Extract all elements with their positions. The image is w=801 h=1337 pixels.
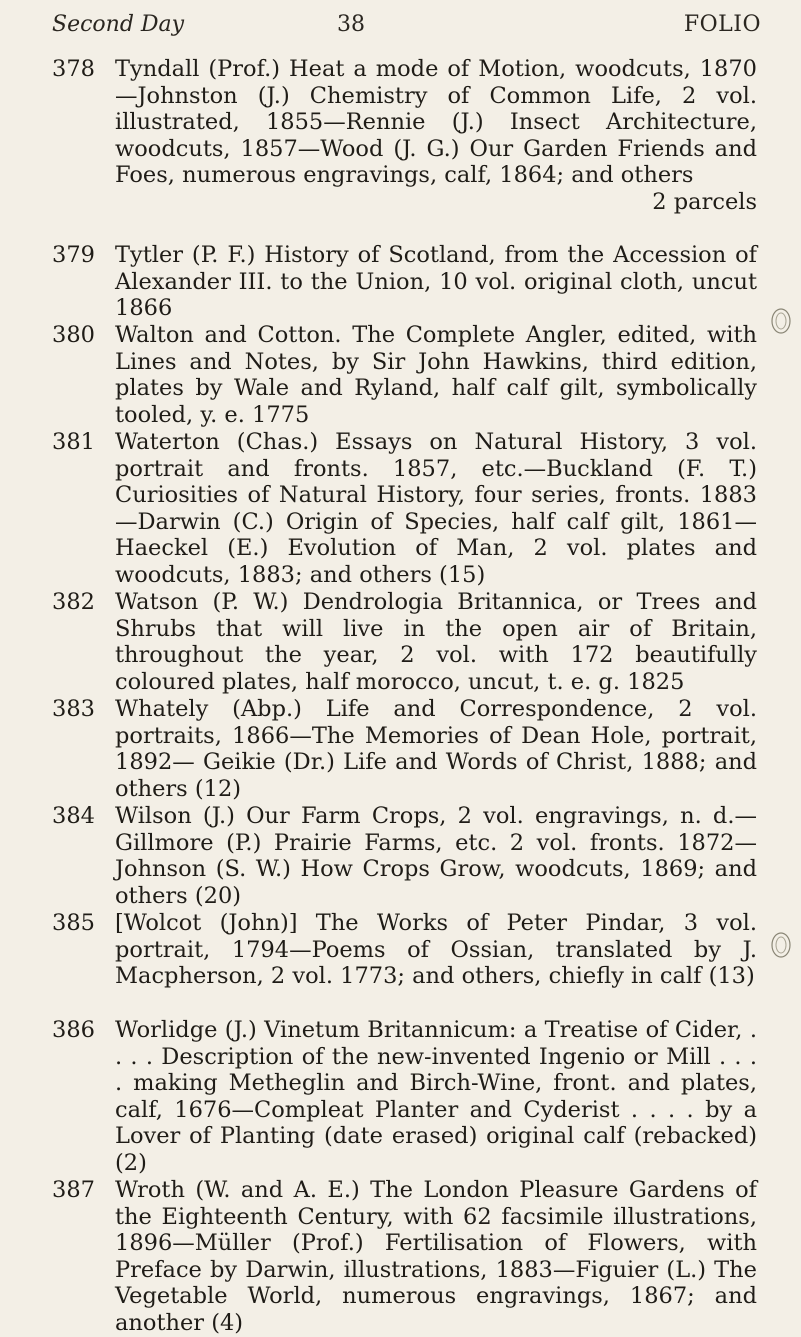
lot-entry xyxy=(52,56,757,242)
lot-description: Walton and Cotton. The Complete Angler, edited, with Lines and Notes, by Sir John Hawkins, third edition, plates by Wale and Ryland, half calf gilt, symbolically tooled, y. e. 1775 xyxy=(115,322,757,428)
lot-description: Wilson (J.) Our Farm Crops, 2 vol. engravings, n. d.— Gillmore (P.) Prairie Farms, etc. 2 vol. fronts. 1872— Johnson (S. W.) How Crops Grow, woodcuts, 1869; and others (20) xyxy=(115,803,757,909)
lot-description: Whately (Abp.) Life and Correspondence, 2 vol. portraits, 1866—The Memories of Dean Hole, portrait, 1892— Geikie (Dr.) Life and Words of Christ, 1888; and others (12) xyxy=(115,696,757,802)
lot-description: Waterton (Chas.) Essays on Natural History, 3 vol. portrait and fronts. 1857, etc.—Buckland (F. T.) Curiosities of Natural History, four series, fronts. 1883 —Darwin (C.) Origin of Species, half calf gilt, 1861— Haeckel (E.) Evolution of Man, 2 vol. plates and woodcuts, 1883; and others (15) xyxy=(115,429,757,588)
lot-number: 387 xyxy=(52,1177,95,1203)
lot-number: 381 xyxy=(52,429,95,455)
thumb-mark-icon xyxy=(770,306,792,336)
lot-number: 378 xyxy=(52,56,95,82)
lot-entry xyxy=(52,696,757,803)
lot-entry xyxy=(52,910,757,1017)
lot-entry xyxy=(52,803,757,910)
lot-number: 380 xyxy=(52,322,95,348)
lot-number: 384 xyxy=(52,803,95,829)
header-sale-day: Second Day xyxy=(52,12,185,37)
lot-entry xyxy=(52,1017,757,1177)
lot-entry xyxy=(52,242,757,322)
lot-number: 382 xyxy=(52,589,95,615)
lot-quantity: 2 parcels xyxy=(652,188,757,215)
lot-entry xyxy=(52,1177,757,1336)
lot-entry xyxy=(52,322,757,429)
lot-number: 379 xyxy=(52,242,95,268)
lot-entry xyxy=(52,429,757,589)
lot-description: Watson (P. W.) Dendrologia Britannica, or Trees and Shrubs that will live in the open air of Britain, throughout the year, 2 vol. with 172 beautifully coloured plates, half morocco, uncut, t. e. g. 1825 xyxy=(115,589,757,695)
lot-description: Tyndall (Prof.) Heat a mode of Motion, woodcuts, 1870 —Johnston (J.) Chemistry of Common Life, 2 vol. illustrated, 1855—Rennie (J.) Insect Architecture, woodcuts, 1857—Wood (J. G.) Our Garden Friends and Foes, numerous engravings, calf, 1864; and others xyxy=(115,56,757,189)
lot-number: 385 xyxy=(52,910,95,936)
header-format: FOLIO xyxy=(683,12,761,37)
lot-description: Tytler (P. F.) History of Scotland, from the Accession of Alexander III. to the Union, 10 vol. original cloth, uncut 1866 xyxy=(115,242,757,322)
lot-number: 386 xyxy=(52,1017,95,1043)
lot-description: [Wolcot (John)] The Works of Peter Pindar, 3 vol. portrait, 1794—Poems of Ossian, translated by J. Macpherson, 2 vol. 1773; and others, chiefly in calf (13) xyxy=(115,910,757,990)
lot-list xyxy=(52,56,757,1336)
lot-number: 383 xyxy=(52,696,95,722)
page-number: 38 xyxy=(337,12,365,37)
lot-description: Worlidge (J.) Vinetum Britannicum: a Treatise of Cider, . . . . Description of the new-invented Ingenio or Mill . . . . making Metheglin and Birch-Wine, front. and plates, calf, 1676—Compleat Planter and Cyderist . . . . by a Lover of Planting (date erased) original calf (rebacked) (2) xyxy=(115,1017,757,1176)
lot-description: Wroth (W. and A. E.) The London Pleasure Gardens of the Eighteenth Century, with 62 facsimile illustrations, 1896—Müller (Prof.) Fertilisation of Flowers, with Preface by Darwin, illustrations, 1883—Figuier (L.) The Vegetable World, numerous engravings, 1867; and another (4) xyxy=(115,1177,757,1336)
thumb-mark-icon xyxy=(770,930,792,960)
lot-entry xyxy=(52,589,757,696)
page-header xyxy=(52,12,761,52)
